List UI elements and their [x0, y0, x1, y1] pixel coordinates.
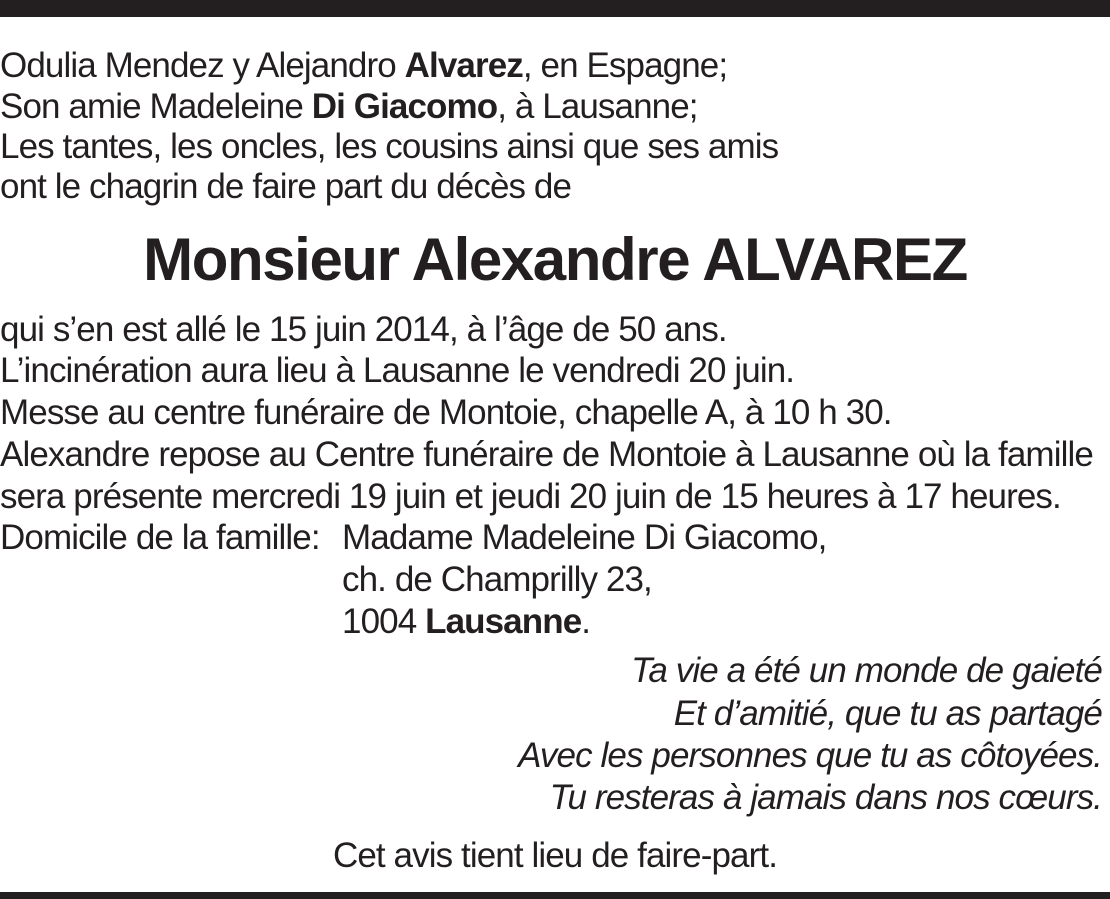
details-line-3: Messe au centre funéraire de Montoie, chapelle A, à 10 h 30.	[0, 393, 892, 432]
address-city: Lausanne	[425, 602, 582, 641]
family-line-2	[0, 86, 698, 128]
poem-line-4: Tu resteras à jamais dans nos cœurs.	[549, 778, 1102, 817]
closing-note: Cet avis tient lieu de faire-part.	[332, 836, 778, 875]
address-street: ch. de Champrilly 23,	[342, 560, 652, 599]
family-line-2-text: Son amie Madeleine	[0, 87, 312, 126]
family-line-1-place: , en Espagne;	[522, 46, 728, 85]
top-border-rule	[0, 0, 1110, 17]
family-line-1-surname: Alvarez	[404, 46, 523, 85]
family-line-4: ont le chagrin de faire part du décès de	[0, 167, 572, 206]
address-city-suffix: .	[581, 602, 591, 641]
address-label: Domicile de la famille:	[0, 518, 320, 557]
details-line-4: Alexandre repose au Centre funéraire de Montoie à Lausanne où la famille	[0, 435, 1093, 474]
bottom-border-rule	[0, 892, 1110, 899]
family-line-2-surname: Di Giacomo	[311, 87, 498, 126]
poem-line-1: Ta vie a été un monde de gaieté	[631, 651, 1102, 690]
details-line-1: qui s’en est allé le 15 juin 2014, à l’âge de 50 ans.	[0, 310, 727, 349]
family-line-1-text: Odulia Mendez y Alejandro	[0, 46, 405, 85]
address-line-1	[0, 517, 826, 559]
address-postcode: 1004	[342, 602, 426, 641]
poem-line-2: Et d’amitié, que tu as partagé	[673, 694, 1102, 733]
family-line-1	[0, 45, 727, 87]
family-line-2-place: , à Lausanne;	[497, 87, 698, 126]
poem-line-3: Avec les personnes que tu as côtoyées.	[518, 736, 1102, 775]
address-name: Madame Madeleine Di Giacomo,	[342, 518, 827, 557]
details-line-5: sera présente mercredi 19 juin et jeudi 20 juin de 15 heures à 17 heures.	[0, 477, 1061, 516]
deceased-name: Monsieur Alexandre ALVAREZ	[143, 226, 967, 293]
family-line-3: Les tantes, les oncles, les cousins ainsi que ses amis	[0, 127, 779, 166]
address-city-line	[342, 601, 590, 643]
details-line-2: L’incinération aura lieu à Lausanne le vendredi 20 juin.	[0, 351, 795, 390]
